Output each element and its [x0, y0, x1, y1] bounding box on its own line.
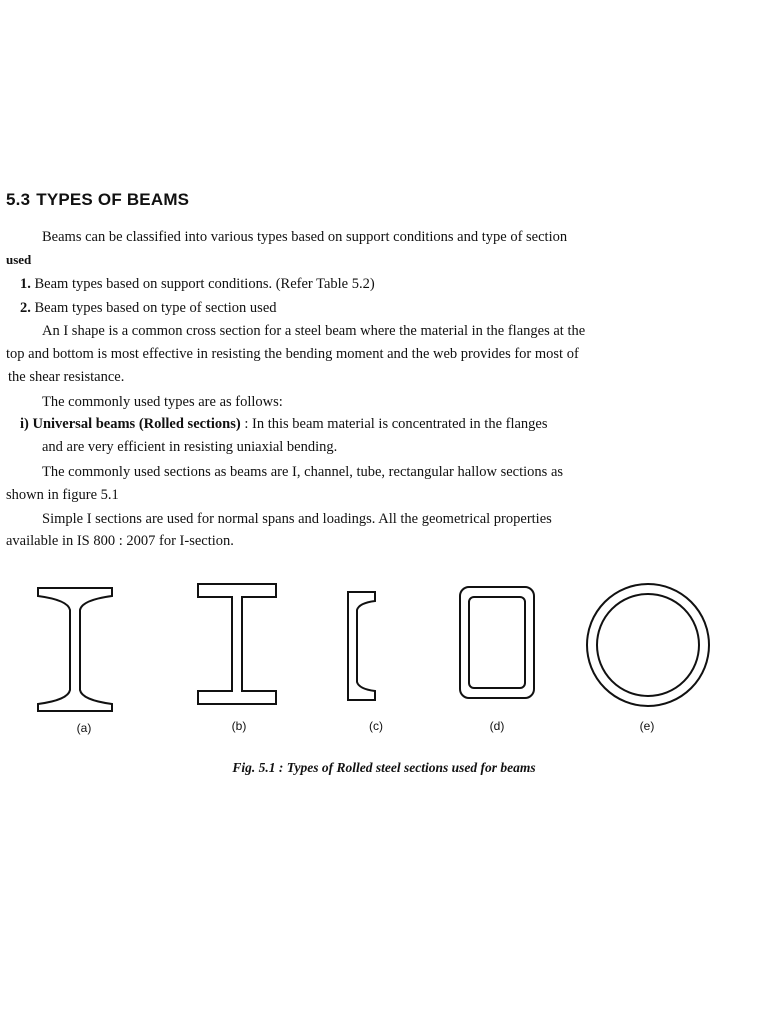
ishape-line-3: the shear resistance.: [8, 369, 125, 385]
list-text-2: Beam types based on type of section used: [34, 300, 277, 316]
i-beam-tapered-figure: [38, 588, 112, 711]
ishape-line-2: top and bottom is most effective in resisting the bending moment and the web provides for most of: [6, 346, 579, 362]
list-item-1: [20, 276, 375, 293]
section-title: TYPES OF BEAMS: [36, 190, 190, 209]
section-heading: [6, 190, 189, 210]
sections-line-2: shown in figure 5.1: [6, 487, 119, 503]
figure-label-d: (d): [489, 719, 505, 733]
figure-label-b: (b): [231, 719, 247, 733]
list-text-1: Beam types based on support conditions. (Refer Table 5.2): [34, 276, 375, 292]
simple-line-1: Simple I sections are used for normal spans and loadings. All the geometrical properties: [42, 511, 552, 527]
list-item-2: [20, 300, 277, 317]
universal-bold-term: Universal beams (Rolled sections): [32, 416, 241, 432]
intro-line-2: used: [6, 252, 32, 267]
i-beam-figure: [198, 584, 276, 704]
intro-line-1: Beams can be classified into various types based on support conditions and type of section: [42, 229, 568, 245]
figure-label-c: (c): [369, 719, 383, 733]
channel-section-figure: [348, 592, 375, 700]
universal-separator: :: [240, 416, 252, 432]
figure-caption: Fig. 5.1 : Types of Rolled steel sections used for beams: [232, 760, 536, 775]
list-marker-1: 1.: [20, 276, 31, 292]
universal-marker: i): [20, 416, 29, 432]
universal-text: In this beam material is concentrated in the flanges: [251, 416, 548, 432]
commonly-used-line: The commonly used types are as follows:: [42, 394, 283, 410]
ishape-line-1: An I shape is a common cross section for a steel beam where the material in the flanges at the: [42, 323, 586, 339]
circular-tube-figure: [587, 584, 709, 706]
universal-line-1: [20, 416, 548, 433]
universal-line-2: and are very efficient in resisting uniaxial bending.: [42, 439, 338, 455]
beam-sections-figure: [0, 570, 768, 740]
sections-line-1: The commonly used sections as beams are I, channel, tube, rectangular hallow sections as: [42, 464, 564, 480]
figure-label-a: (a): [76, 721, 92, 735]
rectangular-hollow-section-figure: [460, 587, 534, 698]
simple-line-2: available in IS 800 : 2007 for I-section.: [6, 533, 234, 549]
section-number: 5.3: [6, 190, 31, 209]
list-marker-2: 2.: [20, 300, 31, 316]
figure-label-e: (e): [639, 719, 655, 733]
